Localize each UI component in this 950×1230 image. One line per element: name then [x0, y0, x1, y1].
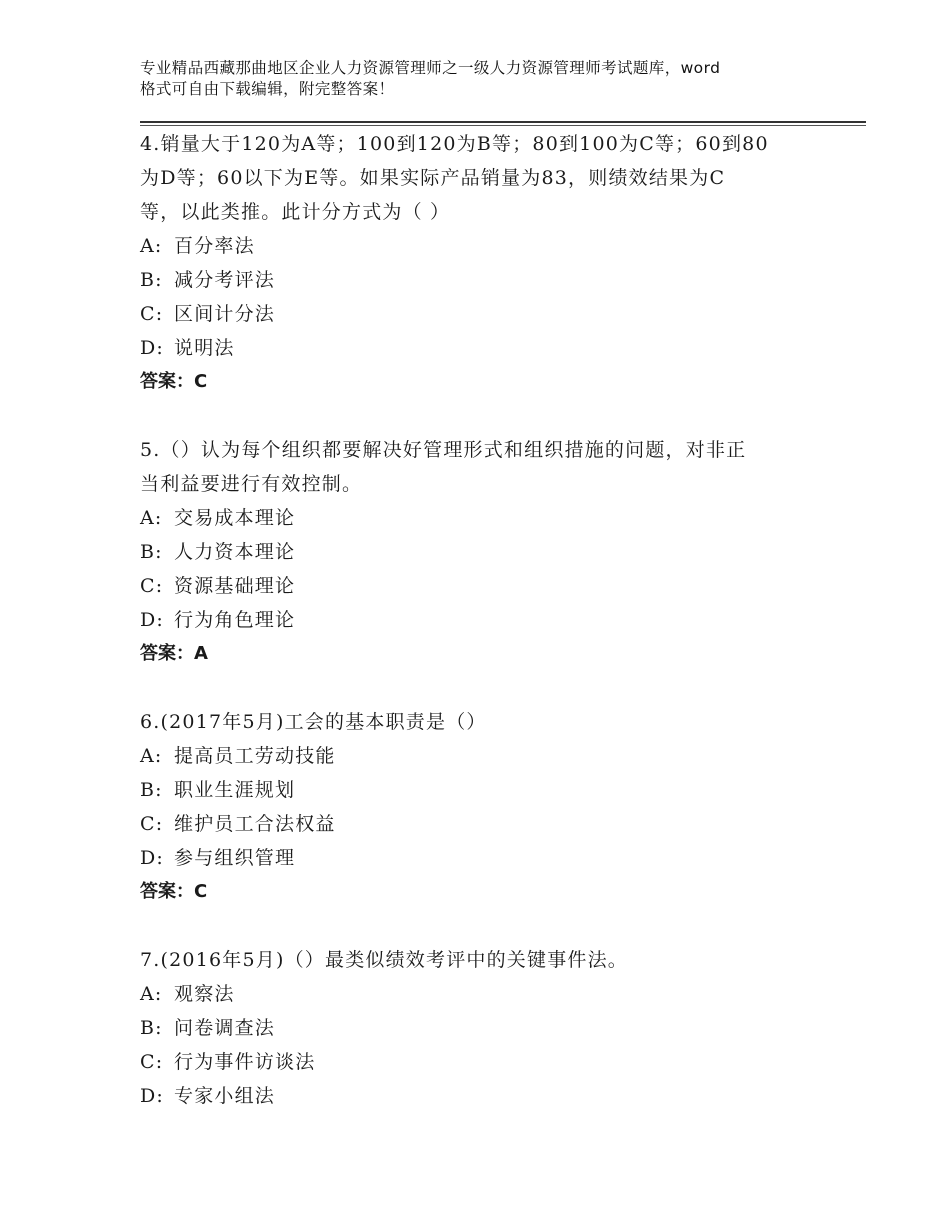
- option-letter: A:: [140, 507, 163, 529]
- option-text: 说明法: [174, 337, 235, 359]
- header-line-1: 专业精品西藏那曲地区企业人力资源管理师之一级人力资源管理师考试题库，word: [140, 59, 721, 77]
- option-d: [140, 841, 820, 875]
- question-stem: 当利益要进行有效控制。: [140, 473, 363, 495]
- question-5: [140, 433, 820, 671]
- question-6: [140, 705, 820, 909]
- option-c: [140, 297, 820, 331]
- option-b: [140, 535, 820, 569]
- option-text: 观察法: [174, 983, 235, 1005]
- option-b: [140, 263, 820, 297]
- option-letter: B:: [140, 269, 163, 291]
- option-letter: D:: [140, 609, 165, 631]
- question-stem: 等，以此类推。此计分方式为（ ）: [140, 201, 451, 223]
- option-letter: A:: [140, 983, 163, 1005]
- option-d: [140, 331, 820, 365]
- option-a: [140, 977, 820, 1011]
- answer-label: 答案：C: [140, 881, 208, 902]
- option-letter: D:: [140, 337, 165, 359]
- option-letter: C:: [140, 575, 164, 597]
- question-4: [140, 127, 820, 399]
- option-c: [140, 569, 820, 603]
- option-text: 交易成本理论: [174, 507, 296, 529]
- header-rule-thick: [140, 121, 866, 123]
- option-a: [140, 739, 820, 773]
- option-text: 职业生涯规划: [174, 779, 296, 801]
- option-letter: D:: [140, 847, 165, 869]
- option-text: 行为角色理论: [174, 609, 296, 631]
- option-letter: C:: [140, 303, 164, 325]
- option-letter: D:: [140, 1085, 165, 1107]
- option-text: 专家小组法: [174, 1085, 276, 1107]
- question-stem: 5.（）认为每个组织都要解决好管理形式和组织措施的问题，对非正: [140, 439, 747, 461]
- question-stem: 6.(2017年5月)工会的基本职责是（）: [140, 711, 487, 733]
- option-text: 参与组织管理: [174, 847, 296, 869]
- option-d: [140, 1079, 820, 1113]
- option-text: 问卷调查法: [174, 1017, 276, 1039]
- option-letter: B:: [140, 779, 163, 801]
- option-letter: C:: [140, 1051, 164, 1073]
- option-letter: B:: [140, 1017, 163, 1039]
- option-letter: A:: [140, 235, 163, 257]
- question-stem: 为D等；60以下为E等。如果实际产品销量为83，则绩效结果为C: [140, 167, 726, 189]
- option-letter: B:: [140, 541, 163, 563]
- option-text: 提高员工劳动技能: [174, 745, 336, 767]
- question-list: [140, 127, 820, 1113]
- option-letter: C:: [140, 813, 164, 835]
- header-line-2: 格式可自由下载编辑，附完整答案！: [140, 80, 395, 98]
- option-text: 人力资本理论: [174, 541, 296, 563]
- question-stem: 7.(2016年5月)（）最类似绩效考评中的关键事件法。: [140, 949, 628, 971]
- answer-label: 答案：A: [140, 643, 208, 664]
- option-text: 区间计分法: [174, 303, 276, 325]
- option-a: [140, 501, 820, 535]
- option-c: [140, 807, 820, 841]
- answer-label: 答案：C: [140, 371, 208, 392]
- option-b: [140, 1011, 820, 1045]
- option-letter: A:: [140, 745, 163, 767]
- option-a: [140, 229, 820, 263]
- option-c: [140, 1045, 820, 1079]
- question-stem: 4.销量大于120为A等；100到120为B等；80到100为C等；60到80: [140, 133, 769, 155]
- option-b: [140, 773, 820, 807]
- option-text: 行为事件访谈法: [174, 1051, 316, 1073]
- option-text: 百分率法: [174, 235, 255, 257]
- option-text: 减分考评法: [174, 269, 276, 291]
- header-rule-thin: [140, 125, 866, 126]
- option-text: 资源基础理论: [174, 575, 296, 597]
- document-header: [140, 58, 840, 100]
- option-text: 维护员工合法权益: [174, 813, 336, 835]
- question-7: [140, 943, 820, 1113]
- option-d: [140, 603, 820, 637]
